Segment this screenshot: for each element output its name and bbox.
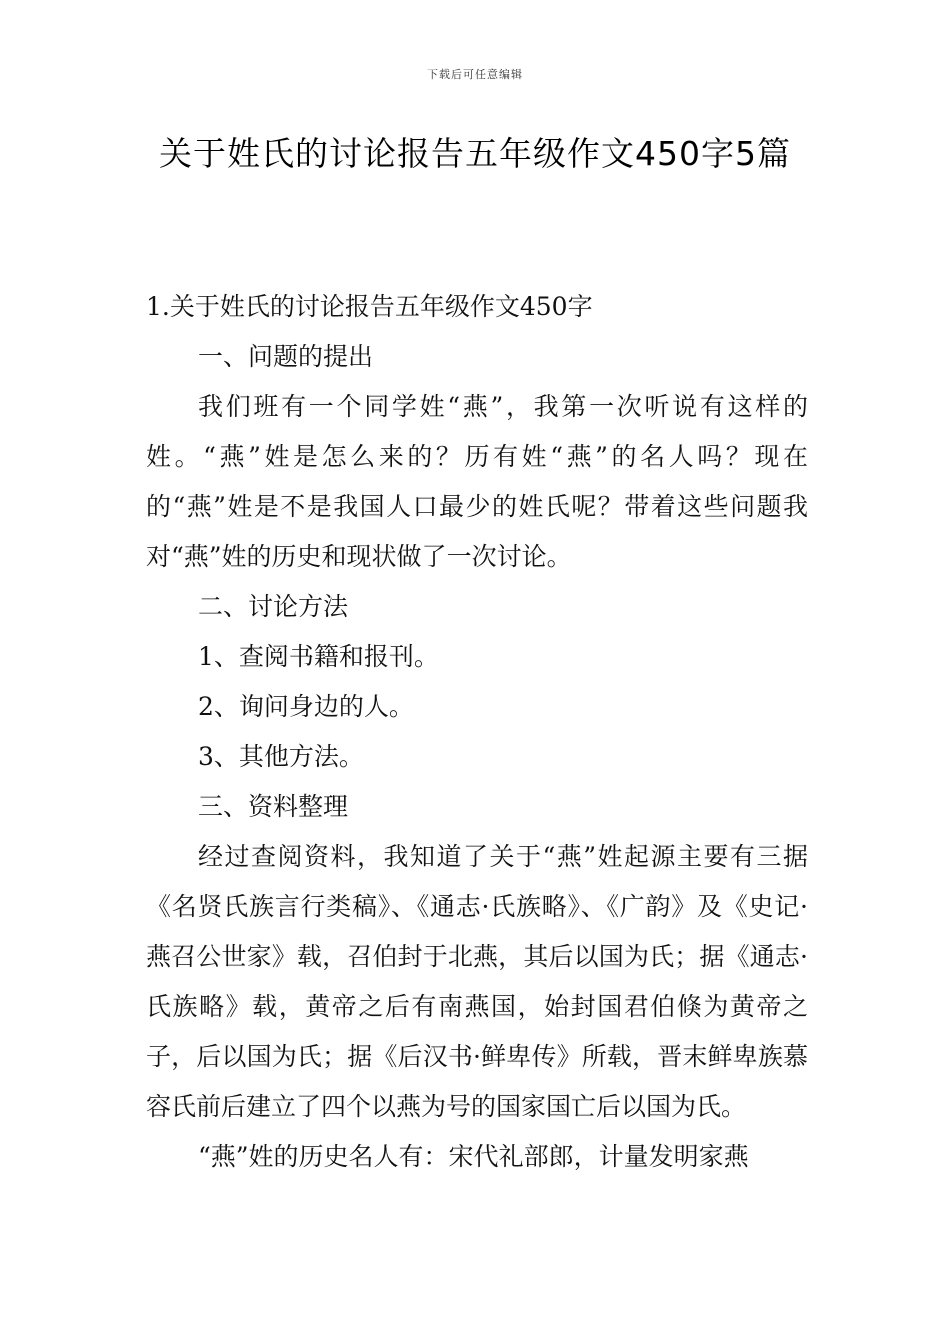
list-item-method-3: 3、其他方法。 xyxy=(198,742,364,771)
subheading-method: 二、讨论方法 xyxy=(198,592,349,621)
subheading-problem: 一、问题的提出 xyxy=(198,342,374,371)
paragraph-famous-people: “燕”姓的历史名人有：宋代礼部郎，计量发明家燕 xyxy=(198,1142,749,1171)
subheading-data: 三、资料整理 xyxy=(198,792,349,821)
document-body xyxy=(146,282,808,1182)
list-item-method-2: 2、询问身边的人。 xyxy=(198,692,414,721)
list-item-method-1: 1、查阅书籍和报刊。 xyxy=(198,642,439,671)
section-heading: 1.关于姓氏的讨论报告五年级作文450字 xyxy=(146,292,593,321)
paragraph-intro: 我们班有一个同学姓“燕”，我第一次听说有这样的姓。“燕”姓是怎么来的？历有姓“燕”的名人吗？现在的“燕”姓是不是我国人口最少的姓氏呢？带着这些问题我对“燕”姓的历史和现状做了一次讨论。 xyxy=(146,392,808,571)
paragraph-origin: 经过查阅资料，我知道了关于“燕”姓起源主要有三据《名贤氏族言行类稿》、《通志·氏族略》、《广韵》及《史记·燕召公世家》载，召伯封于北燕，其后以国为氏；据《通志·氏族略》载，黄帝之后有南燕国，始封国君伯倏为黄帝之子，后以国为氏；据《后汉书·鲜卑传》所载，晋末鲜卑族慕容氏前后建立了四个以燕为号的国家国亡后以国为氏。 xyxy=(146,842,808,1121)
header-note: 下载后可任意编辑 xyxy=(427,68,523,81)
document-title: 关于姓氏的讨论报告五年级作文450字5篇 xyxy=(159,134,791,173)
